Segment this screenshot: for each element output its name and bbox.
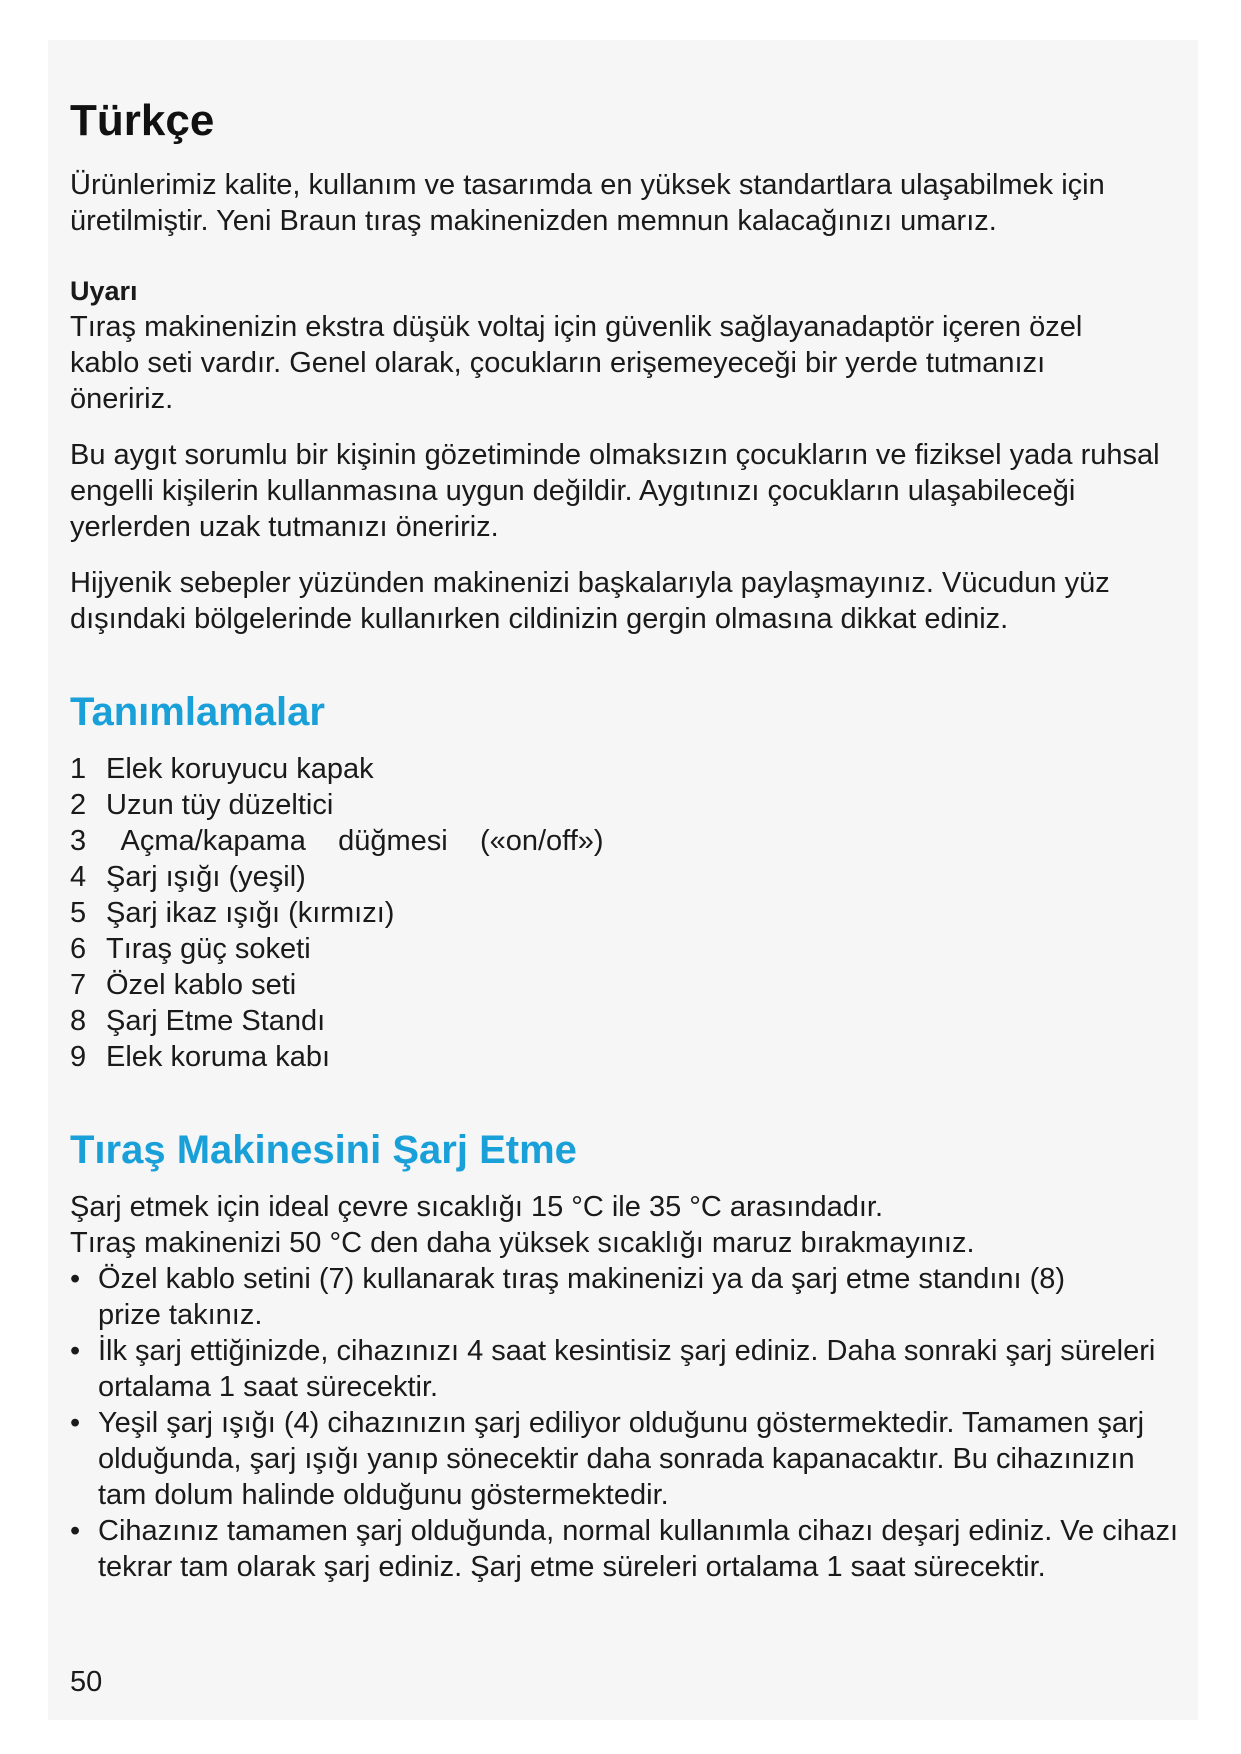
item-number: 3 xyxy=(70,824,87,857)
item-text: Uzun tüy düzeltici xyxy=(106,788,334,821)
item-text: Elek koruyucu kapak xyxy=(106,752,374,785)
item-number: 1 xyxy=(70,752,87,785)
list-item xyxy=(70,751,1180,787)
descriptions-list xyxy=(70,751,1180,1075)
bullet-text: Yeşil şarj ışığı (4) cihazınızın şarj ediliyor olduğunu göstermektedir. Tamamen şarj olduğunda, şarj ışığı yanıp sönecektir daha sonrada kapanacaktır. Bu cihazınızın tam dolum halinde olduğunu göstermektedir. xyxy=(98,1406,1145,1511)
item-text: Açma/kapama düğmesi («on/off») xyxy=(106,824,604,857)
bullet-item xyxy=(70,1333,1180,1405)
item-number: 8 xyxy=(70,1004,87,1037)
intro-paragraph: Ürünlerimiz kalite, kullanım ve tasarımda en yüksek standartlara ulaşabilmek için üretilmiştir. Yeni Braun tıraş makinenizden memnun kalacağınızı umarız. xyxy=(70,168,1105,237)
page-number: 50 xyxy=(70,1666,103,1698)
list-item xyxy=(70,823,1180,859)
charging-heading: Tıraş Makinesini Şarj Etme xyxy=(70,1127,577,1172)
warning-paragraph-3: Hijyenik sebepler yüzünden makinenizi başkalarıyla paylaşmayınız. Vücudun yüz dışındaki bölgelerinde kullanırken cildinizin gergin olmasına dikkat ediniz. xyxy=(70,566,1110,635)
charging-line-1: Şarj etmek için ideal çevre sıcaklığı 15 °C ile 35 °C arasındadır. xyxy=(70,1190,884,1223)
item-text: Tıraş güç soketi xyxy=(106,932,311,965)
item-text: Özel kablo seti xyxy=(106,968,297,1001)
bullet-icon: • xyxy=(70,1406,81,1439)
charging-line-2: Tıraş makinenizi 50 °C den daha yüksek sıcaklığı maruz bırakmayınız. xyxy=(70,1226,975,1259)
item-text: Şarj ikaz ışığı (kırmızı) xyxy=(106,896,395,929)
list-item xyxy=(70,1003,1180,1039)
bullet-text: İlk şarj ettiğinizde, cihazınızı 4 saat kesintisiz şarj ediniz. Daha sonraki şarj süreleri ortalama 1 saat sürecektir. xyxy=(98,1334,1156,1403)
item-number: 4 xyxy=(70,860,87,893)
list-item xyxy=(70,895,1180,931)
bullet-icon: • xyxy=(70,1334,81,1367)
bullet-text: Özel kablo setini (7) kullanarak tıraş makinenizi ya da şarj etme standını (8) prize takınız. xyxy=(98,1262,1066,1331)
item-number: 5 xyxy=(70,896,87,929)
warning-paragraph-2: Bu aygıt sorumlu bir kişinin gözetiminde olmaksızın çocukların ve fiziksel yada ruhsal engelli kişilerin kullanmasına uygun değildir. Aygıtınızı çocukların ulaşabileceği yerlerden uzak tutmanızı öneririz. xyxy=(70,438,1160,543)
list-item xyxy=(70,787,1180,823)
item-number: 9 xyxy=(70,1040,87,1073)
list-item xyxy=(70,859,1180,895)
list-item xyxy=(70,1039,1180,1075)
item-text: Elek koruma kabı xyxy=(106,1040,331,1073)
warning-heading: Uyarı xyxy=(70,275,138,306)
bullet-item xyxy=(70,1513,1180,1585)
descriptions-heading: Tanımlamalar xyxy=(70,689,325,734)
charging-bullets xyxy=(70,1261,1180,1585)
page-title: Türkçe xyxy=(70,96,215,145)
item-number: 6 xyxy=(70,932,87,965)
bullet-item xyxy=(70,1261,1130,1333)
document-content xyxy=(70,96,1180,1585)
item-number: 7 xyxy=(70,968,87,1001)
warning-paragraph-1: Tıraş makinenizin ekstra düşük voltaj için güvenlik sağlayanadaptör içeren özel kablo seti vardır. Genel olarak, çocukların erişemeyeceği bir yerde tutmanızı öneririz. xyxy=(70,310,1083,415)
item-text: Şarj Etme Standı xyxy=(106,1004,326,1037)
item-text: Şarj ışığı (yeşil) xyxy=(106,860,306,893)
bullet-icon: • xyxy=(70,1514,81,1547)
list-item xyxy=(70,931,1180,967)
item-number: 2 xyxy=(70,788,87,821)
bullet-text: Cihazınız tamamen şarj olduğunda, normal kullanımla cihazı deşarj ediniz. Ve cihazı tekrar tam olarak şarj ediniz. Şarj etme süreleri ortalama 1 saat sürecektir. xyxy=(98,1514,1178,1583)
list-item xyxy=(70,967,1180,1003)
bullet-icon: • xyxy=(70,1262,81,1295)
bullet-item xyxy=(70,1405,1180,1513)
